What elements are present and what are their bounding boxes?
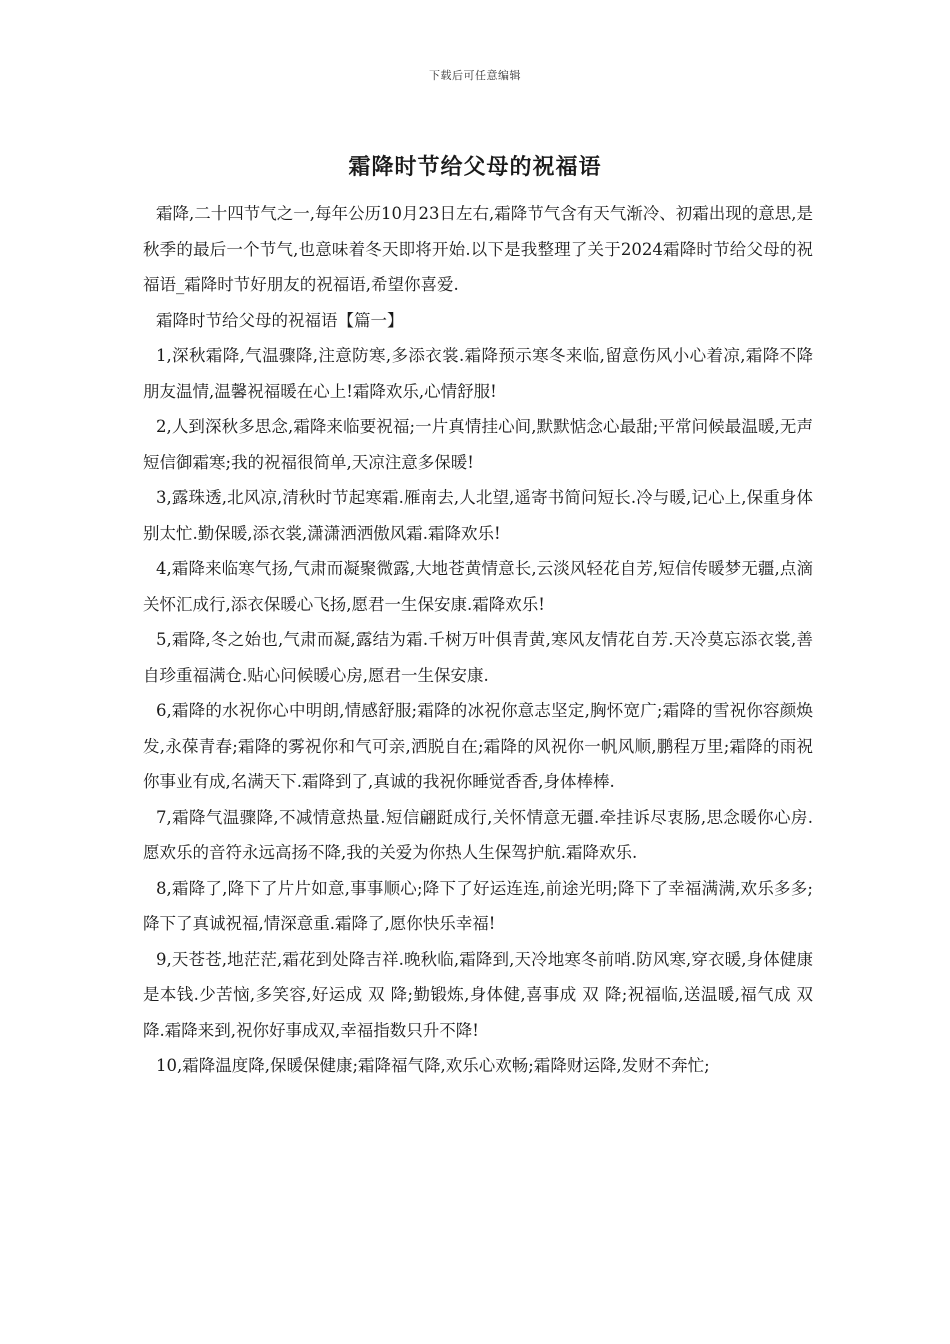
header-note: 下载后可任意编辑 xyxy=(429,69,521,82)
blessing-item-9: 9,天苍苍,地茫茫,霜花到处降吉祥.晚秋临,霜降到,天冷地寒冬前哨.防风寒,穿衣暖,身体健康是本钱.少苦恼,多笑容,好运成 双 降;勤锻炼,身体健,喜事成 双 降;祝福临,送温暖,福气成 双 降.霜降来到,祝你好事成双,幸福指数只升不降! xyxy=(143,949,813,1040)
blessing-item-10: 10,霜降温度降,保暖保健康;霜降福气降,欢乐心欢畅;霜降财运降,发财不奔忙; xyxy=(156,1056,710,1075)
blessing-item-6: 6,霜降的水祝你心中明朗,情感舒服;霜降的冰祝你意志坚定,胸怀宽广;霜降的雪祝你容颜焕发,永葆青春;霜降的雾祝你和气可亲,洒脱自在;霜降的风祝你一帆风顺,鹏程万里;霜降的雨祝你事业有成,名满天下.霜降到了,真诚的我祝你睡觉香香,身体棒棒. xyxy=(143,701,813,791)
blessing-item-3: 3,露珠透,北风凉,清秋时节起寒霜.雁南去,人北望,遥寄书简问短长.冷与暖,记心上,保重身体别太忙.勤保暖,添衣裳,潇潇洒洒傲风霜.霜降欢乐! xyxy=(143,488,813,543)
blessing-item-2: 2,人到深秋多思念,霜降来临要祝福;一片真情挂心间,默默惦念心最甜;平常问候最温暖,无声短信御霜寒;我的祝福很简单,天凉注意多保暖! xyxy=(143,417,813,472)
blessing-item-8: 8,霜降了,降下了片片如意,事事顺心;降下了好运连连,前途光明;降下了幸福满满,欢乐多多;降下了真诚祝福,情深意重.霜降了,愿你快乐幸福! xyxy=(143,878,813,933)
document-title: 霜降时节给父母的祝福语 xyxy=(348,154,602,180)
blessing-item-1: 1,深秋霜降,气温骤降,注意防寒,多添衣裳.霜降预示寒冬来临,留意伤风小心着凉,霜降不降朋友温情,温馨祝福暖在心上!霜降欢乐,心情舒服! xyxy=(143,346,813,401)
intro-paragraph: 霜降,二十四节气之一,每年公历10月23日左右,霜降节气含有天气渐冷、初霜出现的意思,是秋季的最后一个节气,也意味着冬天即将开始.以下是我整理了关于2024霜降时节给父母的祝福语_霜降时节好朋友的祝福语,希望你喜爱. xyxy=(143,204,813,294)
blessing-item-4: 4,霜降来临寒气扬,气肃而凝聚微露,大地苍黄情意长,云淡风轻花自芳,短信传暖梦无疆,点滴关怀汇成行,添衣保暖心飞扬,愿君一生保安康.霜降欢乐! xyxy=(143,559,813,614)
document-body xyxy=(143,196,813,1084)
blessing-item-5: 5,霜降,冬之始也,气肃而凝,露结为霜.千树万叶俱青黄,寒风友情花自芳.天冷莫忘添衣裳,善自珍重福满仓.贴心问候暖心房,愿君一生保安康. xyxy=(143,630,813,685)
blessing-item-7: 7,霜降气温骤降,不减情意热量.短信翩跹成行,关怀情意无疆.牵挂诉尽衷肠,思念暖你心房.愿欢乐的音符永远高扬不降,我的关爱为你热人生保驾护航.霜降欢乐. xyxy=(143,807,813,862)
section-heading: 霜降时节给父母的祝福语【篇一】 xyxy=(156,310,404,330)
